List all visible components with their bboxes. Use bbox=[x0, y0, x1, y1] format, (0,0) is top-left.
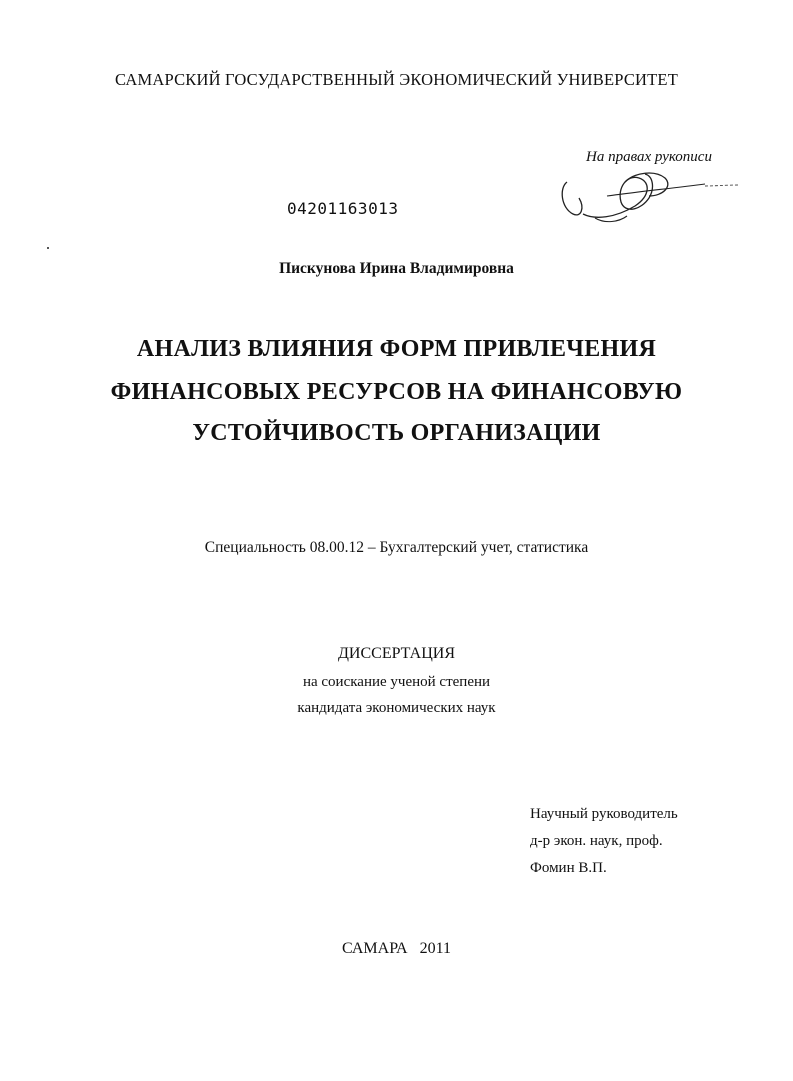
dissertation-title-line-2: ФИНАНСОВЫХ РЕСУРСОВ НА ФИНАНСОВУЮ bbox=[110, 379, 683, 405]
manuscript-note: На правах рукописи bbox=[586, 149, 712, 165]
author-name: Пискунова Ирина Владимировна bbox=[279, 260, 514, 277]
dissertation-title-line-3: УСТОЙЧИВОСТЬ ОРГАНИЗАЦИИ bbox=[192, 420, 601, 446]
supervisor-name: Фомин В.П. bbox=[530, 860, 607, 876]
supervisor-role: Научный руководитель bbox=[530, 806, 678, 822]
scan-speck bbox=[47, 247, 49, 249]
archive-number: 04201163013 bbox=[287, 199, 399, 218]
dissertation-type: ДИССЕРТАЦИЯ bbox=[338, 645, 455, 662]
university-name: САМАРСКИЙ ГОСУДАРСТВЕННЫЙ ЭКОНОМИЧЕСКИЙ УНИВЕРСИТЕТ bbox=[115, 70, 678, 89]
dissertation-degree: кандидата экономических наук bbox=[297, 700, 496, 716]
dissertation-title-line-1: АНАЛИЗ ВЛИЯНИЯ ФОРМ ПРИВЛЕЧЕНИЯ bbox=[136, 336, 657, 362]
specialty-line: Специальность 08.00.12 – Бухгалтерский учет, статистика bbox=[204, 539, 589, 556]
signature-icon bbox=[555, 168, 745, 230]
supervisor-credentials: д-р экон. наук, проф. bbox=[530, 833, 663, 849]
dissertation-purpose: на соискание ученой степени bbox=[302, 674, 491, 690]
city-year: САМАРА 2011 bbox=[341, 940, 452, 957]
